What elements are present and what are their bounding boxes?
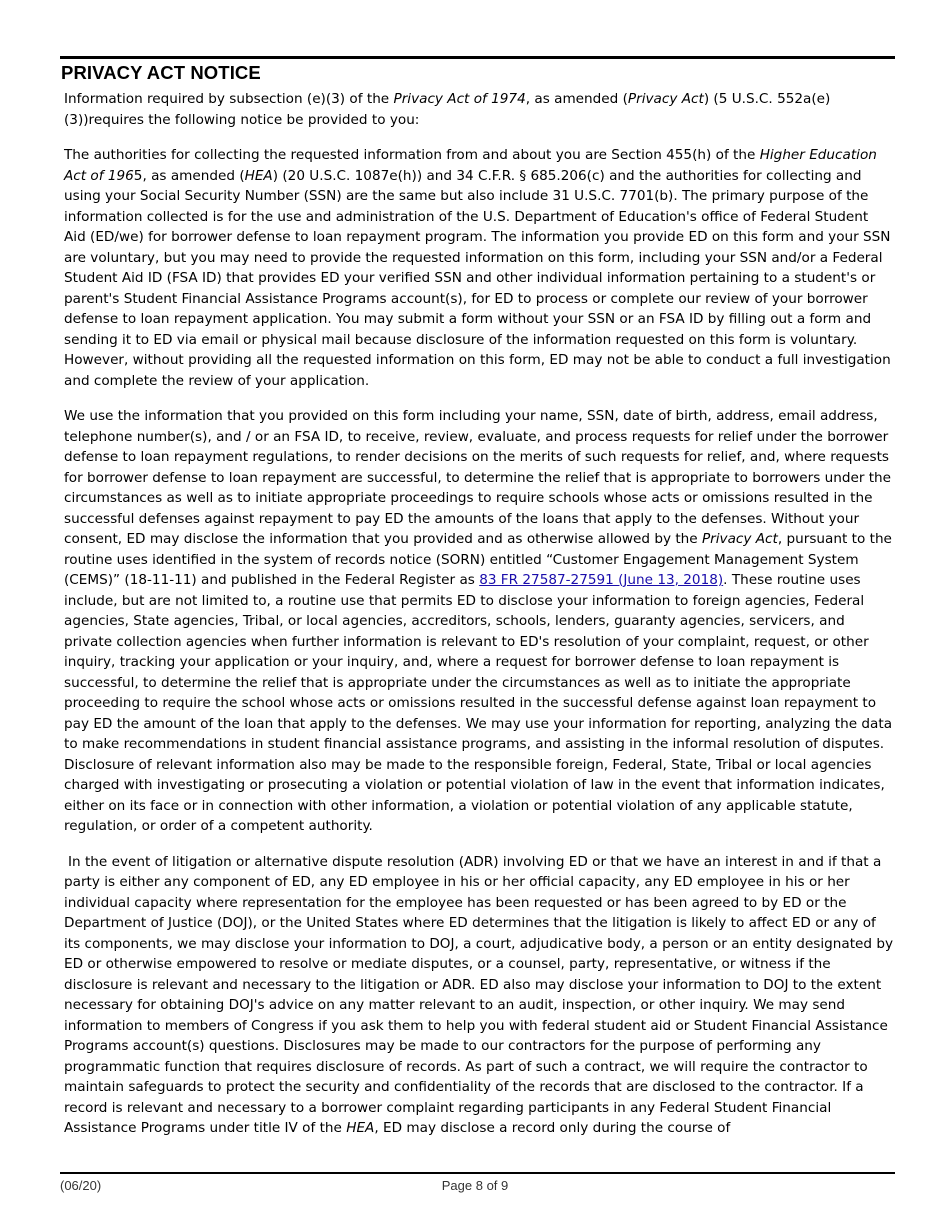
authorities-text-e: ) (20 U.S.C. 1087e(h)) and 34 C.F.R. § 685.206(c) and the authorities for collecting and using your Social Security Number (SSN) are the same but also include 31 U.S.C. 7701(b). The primary purpose of the information collected is for the use and administration of the U.S. Department of Education's office of Federal Student Aid (ED/we) for borrower defense to loan repayment program. The information you provide ED on this form and your SSN are voluntary, but you may need to provide the requested information on this form, including your SSN and/or a Federal Student Aid ID (FSA ID) that provides ED your verified SSN and other individual information pertaining to a student's or parent's Student Financial Assistance Programs account(s), for ED to process or complete our review of your borrower defense to loan repayment application. You may submit a form without your SSN or an FSA ID by filling out a form and sending it to ED via email or physical mail because disclosure of the information requested on this form is voluntary. However, without providing all the requested information on this form, ED may not be able to conduct a full investigation and complete the review of your application. bbox=[64, 167, 891, 389]
page-number: Page 8 of 9 bbox=[441, 1178, 509, 1193]
intro-text-e: ) (5 U.S.C. 552a(e)(3))requires the following notice be provided to you: bbox=[64, 91, 831, 128]
intro-text-c: , as amended ( bbox=[525, 91, 628, 107]
uses-act-short: Privacy Act bbox=[701, 531, 778, 547]
uses-text-a: We use the information that you provided on this form including your name, SSN, date of birth, address, email address, telephone number(s), and / or an FSA ID, to receive, review, evaluate, and process requests for relief under the borrower defense to loan repayment regulations, to render decisions on the merits of such requests for relief, and, where requests for borrower defense to loan repayment are successful, to determine the relief that is appropriate to borrowers under the circumstances as well as to initiate appropriate proceedings to require schools whose acts or omissions resulted in the successful defenses against repayment to pay ED the amounts of the loans that apply to the defenses. Without your consent, ED may disclose the information that you provided and as otherwise allowed by the bbox=[64, 408, 892, 547]
paragraph-intro bbox=[64, 89, 894, 130]
litigation-text-a: In the event of litigation or alternative dispute resolution (ADR) involving ED or that we have an interest in and if that a party is either any component of ED, any ED employee in his or her official capacity, any ED employee in his or her individual capacity where representation for the employee has been requested or has been agreed to by ED or the Department of Justice (DOJ), or the United States where ED determines that the litigation is likely to affect ED or any of its components, we may disclose your information to DOJ, a court, adjudicative body, a person or an entity designated by ED or otherwise empowered to resolve or mediate disputes, or a counsel, party, representative, or witness if the disclosure is relevant and necessary to the litigation or ADR. ED also may disclose your information to DOJ to the extent necessary for obtaining DOJ's advice on any matter relevant to an audit, inspection, or other inquiry. We may send information to members of Congress if you ask them to help you with federal student aid or Student Financial Assistance Programs account(s) questions. Disclosures may be made to our contractors for the purpose of performing any programmatic function that requires disclosure of records. As part of such a contract, we will require the contractor to maintain safeguards to protect the security and confidentiality of the records that are disclosed to the contractor. If a record is relevant and necessary to a borrower complaint regarding participants in any Federal Student Financial Assistance Programs under title IV of the bbox=[64, 853, 894, 1136]
litigation-text-c: , ED may disclose a record only during the course of bbox=[374, 1120, 731, 1136]
intro-text-a: Information required by subsection (e)(3) of the bbox=[64, 91, 394, 107]
federal-register-link[interactable]: 83 FR 27587-27591 (June 13, 2018) bbox=[479, 572, 724, 588]
uses-text-c: , pursuant to the routine uses identified in the system of records notice (SORN) entitled “Customer Engagement Management System (CEMS)” (18-11-11) and published in the Federal Register as bbox=[64, 531, 892, 588]
paragraph-litigation bbox=[64, 852, 894, 1139]
page-title: PRIVACY ACT NOTICE bbox=[61, 62, 261, 83]
intro-act-short: Privacy Act bbox=[627, 91, 704, 107]
intro-act-title: Privacy Act of 1974 bbox=[393, 91, 526, 107]
form-revision-date: (06/20) bbox=[60, 1178, 102, 1193]
authorities-hea-short: HEA bbox=[244, 167, 273, 184]
authorities-hea-title: Higher Education Act of 196 bbox=[64, 147, 877, 184]
top-divider bbox=[60, 56, 895, 59]
litigation-hea-short: HEA bbox=[346, 1120, 375, 1136]
authorities-text-a: The authorities for collecting the requested information from and about you are Section 455(h) of the bbox=[64, 147, 760, 163]
footer-divider bbox=[60, 1172, 895, 1174]
authorities-text-c: 5, as amended ( bbox=[133, 167, 245, 184]
paragraph-routine-uses bbox=[64, 406, 894, 837]
paragraph-authorities bbox=[64, 145, 894, 391]
notice-body bbox=[64, 89, 894, 1154]
uses-text-d: . These routine uses include, but are not limited to, a routine use that permits ED to disclose your information to foreign agencies, Federal agencies, State agencies, Tribal, or local agencies, accreditors, schools, lenders, guaranty agencies, servicers, and private collection agencies when further information is relevant to ED's resolution of your complaint, request, or other inquiry, tracking your application or your inquiry, and, where a request for borrower defense to loan repayment is successful, to determine the relief that is appropriate under the circumstances as well as to initiate the appropriate proceeding to require the school whose acts or omissions resulted in the successful defense against loan repayment to pay ED the amount of the loan that apply to the defenses. We may use your information for reporting, analyzing the data to make recommendations in student financial assistance programs, and assisting in the informal resolution of disputes. Disclosure of relevant information also may be made to the responsible foreign, Federal, State, Tribal or local agencies charged with investigating or prosecuting a violation or potential violation of law in the event that information indicates, either on its face or in connection with other information, a violation or potential violation of any applicable statute, regulation, or order of a competent authority. bbox=[64, 572, 893, 834]
